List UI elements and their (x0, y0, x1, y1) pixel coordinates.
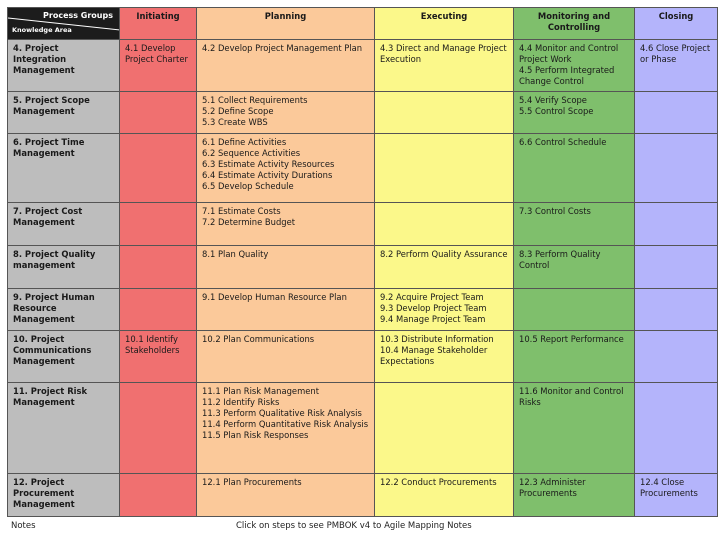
process-step-link[interactable]: 8.1 Plan Quality (202, 249, 269, 259)
monitoring-cell (514, 134, 635, 203)
process-step-link[interactable]: 5.4 Verify Scope (519, 94, 587, 105)
monitoring-cell (514, 246, 635, 289)
process-step-link[interactable]: 4.3 Direct and Manage Project Execution (380, 43, 507, 64)
executing-cell (375, 331, 514, 383)
process-step-link[interactable]: 4.1 Develop Project Charter (125, 43, 188, 64)
executing-cell (375, 246, 514, 289)
planning-cell (197, 331, 375, 383)
executing-cell (375, 383, 514, 474)
closing-cell (635, 331, 718, 383)
initiating-cell (120, 474, 197, 517)
process-step-link[interactable]: 10.3 Distribute Information (380, 334, 494, 345)
table-row (8, 134, 718, 203)
process-step-link[interactable]: 4.6 Close Project or Phase (640, 43, 711, 64)
process-step-link[interactable]: 10.2 Plan Communications (202, 334, 315, 345)
process-step-link[interactable]: 8.2 Perform Quality Assurance (380, 249, 508, 259)
process-step-link[interactable]: 9.1 Develop Human Resource Plan (202, 291, 347, 302)
knowledge-area-cell: 12. Project Procurement Management (8, 474, 120, 517)
header-row (8, 8, 718, 40)
column-header-planning: Planning (197, 8, 375, 40)
knowledge-area-cell: 5. Project Scope Management (8, 91, 120, 134)
knowledge-area-cell: 11. Project Risk Management (8, 383, 120, 474)
closing-cell (635, 288, 718, 331)
process-step-link[interactable]: 9.3 Develop Project Team (380, 302, 487, 313)
process-step-link[interactable]: 7.1 Estimate Costs (202, 206, 281, 217)
closing-cell (635, 40, 718, 92)
planning-cell (197, 134, 375, 203)
closing-cell (635, 474, 718, 517)
table-row (8, 288, 718, 331)
notes-label: Notes (11, 521, 36, 531)
table-row (8, 383, 718, 474)
process-step-link[interactable]: 11.4 Perform Quantitative Risk Analysis (202, 419, 369, 429)
process-step-link[interactable]: 6.3 Estimate Activity Resources (202, 159, 335, 170)
process-step-link[interactable]: 11.1 Plan Risk Management (202, 386, 319, 396)
planning-cell (197, 91, 375, 134)
process-step-link[interactable]: 12.1 Plan Procurements (202, 477, 302, 488)
closing-cell (635, 134, 718, 203)
initiating-cell (120, 383, 197, 474)
knowledge-area-cell: 8. Project Quality management (8, 246, 120, 289)
table-row (8, 474, 718, 517)
initiating-cell (120, 203, 197, 246)
executing-cell (375, 288, 514, 331)
monitoring-cell (514, 383, 635, 474)
closing-cell (635, 91, 718, 134)
process-step-link[interactable]: 8.3 Perform Quality Control (519, 249, 601, 270)
initiating-cell (120, 91, 197, 134)
table-row (8, 246, 718, 289)
planning-cell (197, 40, 375, 92)
process-step-link[interactable]: 9.4 Manage Project Team (380, 313, 486, 324)
process-step-link[interactable]: 5.3 Create WBS (202, 116, 268, 127)
mapping-notes-hint: Click on steps to see PMBOK v4 to Agile Mapping Notes (236, 521, 472, 531)
column-header-monitoring-controlling: Monitoring and Controlling (514, 8, 635, 40)
process-step-link[interactable]: 10.5 Report Performance (519, 334, 624, 345)
knowledge-area-cell: 6. Project Time Management (8, 134, 120, 203)
monitoring-cell (514, 474, 635, 517)
process-step-link[interactable]: 12.4 Close Procurements (640, 477, 698, 499)
knowledge-area-label: Knowledge Area (12, 26, 72, 34)
process-step-link[interactable]: 7.2 Determine Budget (202, 217, 296, 228)
executing-cell (375, 474, 514, 517)
table-row (8, 331, 718, 383)
table-row (8, 91, 718, 134)
column-header-initiating: Initiating (120, 8, 197, 40)
knowledge-area-cell: 4. Project Integration Management (8, 40, 120, 92)
planning-cell (197, 383, 375, 474)
process-step-link[interactable]: 11.5 Plan Risk Responses (202, 430, 309, 440)
process-step-link[interactable]: 11.6 Monitor and Control Risks (519, 386, 624, 407)
process-step-link[interactable]: 4.2 Develop Project Management Plan (202, 43, 363, 53)
process-step-link[interactable]: 6.6 Control Schedule (519, 137, 607, 148)
process-step-link[interactable]: 6.2 Sequence Activities (202, 148, 301, 159)
process-step-link[interactable]: 11.3 Perform Qualitative Risk Analysis (202, 408, 362, 418)
monitoring-cell (514, 331, 635, 383)
closing-cell (635, 203, 718, 246)
knowledge-area-cell: 10. Project Communications Management (8, 331, 120, 383)
initiating-cell (120, 331, 197, 383)
initiating-cell (120, 134, 197, 203)
planning-cell (197, 474, 375, 517)
executing-cell (375, 91, 514, 134)
footer (0, 519, 720, 535)
planning-cell (197, 288, 375, 331)
process-step-link[interactable]: 7.3 Control Costs (519, 206, 591, 217)
executing-cell (375, 40, 514, 92)
process-step-link[interactable]: 10.1 Identify Stakeholders (125, 334, 180, 356)
process-step-link[interactable]: 4.5 Perform Integrated Change Control (519, 65, 615, 86)
initiating-cell (120, 288, 197, 331)
process-step-link[interactable]: 11.2 Identify Risks (202, 397, 280, 407)
process-step-link[interactable]: 4.4 Monitor and Control Project Work (519, 43, 619, 64)
executing-cell (375, 134, 514, 203)
monitoring-cell (514, 91, 635, 134)
column-header-executing: Executing (375, 8, 514, 40)
process-step-link[interactable]: 5.5 Control Scope (519, 105, 594, 116)
planning-cell (197, 246, 375, 289)
process-step-link[interactable]: 6.5 Develop Schedule (202, 181, 294, 192)
table-row (8, 203, 718, 246)
process-step-link[interactable]: 5.1 Collect Requirements (202, 94, 308, 105)
monitoring-cell (514, 40, 635, 92)
process-step-link[interactable]: 12.3 Administer Procurements (519, 477, 586, 499)
process-step-link[interactable]: 5.2 Define Scope (202, 105, 274, 116)
corner-header (8, 8, 120, 40)
knowledge-area-cell: 9. Project Human Resource Management (8, 288, 120, 331)
process-step-link[interactable]: 6.4 Estimate Activity Durations (202, 170, 333, 181)
matrix-body (8, 40, 718, 517)
process-step-link[interactable]: 12.2 Conduct Procurements (380, 477, 497, 488)
initiating-cell (120, 40, 197, 92)
process-matrix-table (7, 7, 718, 517)
monitoring-cell (514, 203, 635, 246)
closing-cell (635, 246, 718, 289)
planning-cell (197, 203, 375, 246)
executing-cell (375, 203, 514, 246)
process-groups-label: Process Groups (43, 11, 113, 20)
knowledge-area-cell: 7. Project Cost Management (8, 203, 120, 246)
process-step-link[interactable]: 10.4 Manage Stakeholder Expectations (380, 345, 488, 367)
column-header-closing: Closing (635, 8, 718, 40)
process-step-link[interactable]: 9.2 Acquire Project Team (380, 291, 484, 302)
process-step-link[interactable]: 6.1 Define Activities (202, 137, 287, 148)
monitoring-cell (514, 288, 635, 331)
closing-cell (635, 383, 718, 474)
initiating-cell (120, 246, 197, 289)
table-row (8, 40, 718, 92)
